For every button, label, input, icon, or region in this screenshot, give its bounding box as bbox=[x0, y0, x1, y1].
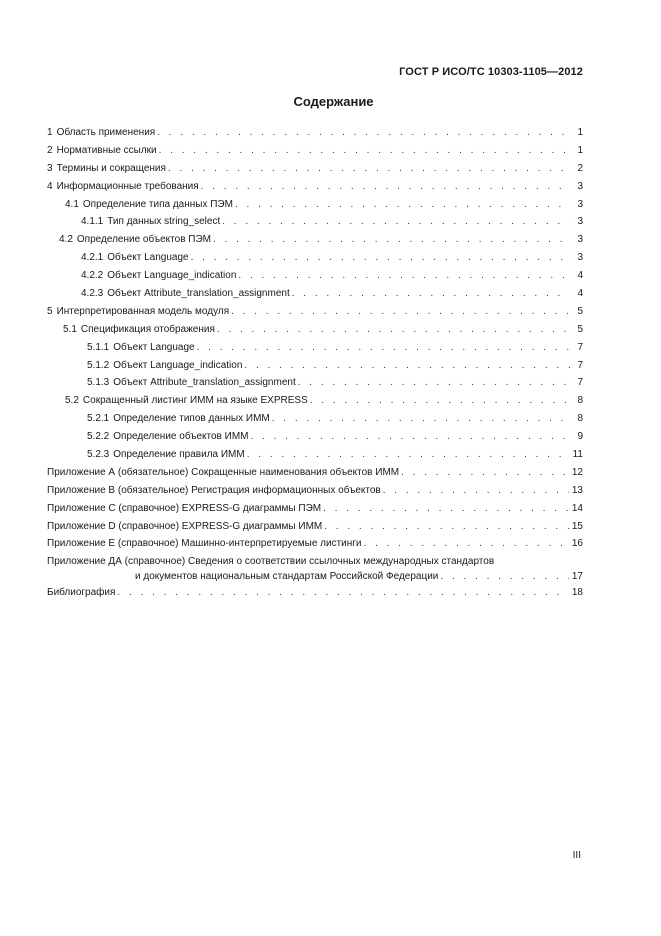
toc-entry-page: 7 bbox=[577, 377, 583, 389]
toc-leader-dots bbox=[191, 249, 570, 267]
toc-entry-page: 18 bbox=[571, 587, 583, 599]
toc-entry-text: Приложение В (обязательное) Регистрация информационных объектов bbox=[47, 484, 381, 496]
toc-leader-dots bbox=[197, 339, 570, 357]
toc-entry-text: Приложение А (обязательное) Сокращенные наименования объектов ИММ bbox=[47, 466, 400, 478]
toc-leader-dots bbox=[401, 464, 569, 482]
toc-entry-page: 1 bbox=[577, 127, 583, 138]
toc-leader-dots bbox=[298, 374, 570, 392]
toc-entry-number: 4.2.3 bbox=[81, 288, 104, 300]
toc-entry-page: 17 bbox=[571, 571, 583, 583]
toc-leader-dots bbox=[117, 584, 568, 602]
toc-leader-dots bbox=[383, 482, 569, 500]
toc-entry[interactable] bbox=[47, 482, 583, 500]
toc-entry-number: 5.1.1 bbox=[87, 341, 110, 353]
toc-entry-number: 3 bbox=[47, 162, 53, 174]
toc-entry-page: 4 bbox=[577, 270, 583, 282]
toc-entry[interactable] bbox=[47, 213, 583, 231]
toc-entry-page: 11 bbox=[572, 449, 583, 461]
toc-entry-text: Объект Attribute_translation_assignment bbox=[107, 288, 290, 300]
toc-leader-dots bbox=[213, 231, 570, 249]
toc-leader-dots bbox=[168, 160, 570, 178]
toc-entry-page: 7 bbox=[577, 359, 583, 371]
toc-leader-dots bbox=[238, 267, 570, 285]
toc-entry[interactable] bbox=[47, 303, 583, 321]
toc-entry[interactable] bbox=[47, 446, 583, 464]
toc-entry-page: 12 bbox=[571, 466, 583, 478]
toc-entry-page: 14 bbox=[571, 502, 583, 514]
toc-entry-text: Информационные требования bbox=[56, 180, 199, 192]
toc-leader-dots bbox=[323, 500, 569, 518]
toc-entry-text: Объект Language_indication bbox=[113, 359, 243, 371]
toc-entry[interactable] bbox=[47, 428, 583, 446]
toc-entry[interactable] bbox=[47, 518, 583, 536]
toc-entry[interactable] bbox=[47, 160, 583, 178]
page-number: III bbox=[572, 850, 581, 861]
table-of-contents bbox=[47, 124, 583, 602]
toc-entry-text: Определение типов данных ИММ bbox=[113, 413, 270, 425]
toc-entry[interactable] bbox=[47, 500, 583, 518]
toc-entry-page: 4 bbox=[577, 288, 583, 300]
toc-list bbox=[47, 124, 583, 553]
toc-entry-page: 3 bbox=[577, 234, 583, 246]
toc-entry-text: Определение типа данных ПЭМ bbox=[82, 198, 233, 210]
toc-leader-dots bbox=[247, 446, 570, 464]
toc-entry[interactable] bbox=[47, 285, 583, 303]
toc-entry-text: Приложение ДА (справочное) Сведения о соответствии ссылочных международных стандартов bbox=[47, 556, 495, 568]
toc-leader-dots bbox=[217, 321, 570, 339]
toc-leader-dots bbox=[231, 303, 570, 321]
toc-entry-text: Объект Language bbox=[113, 341, 195, 353]
toc-entry-number: 4.1.1 bbox=[81, 216, 104, 228]
toc-entry[interactable] bbox=[47, 339, 583, 357]
toc-entry[interactable] bbox=[47, 321, 583, 339]
toc-entry-annex-da-continuation[interactable] bbox=[47, 570, 583, 584]
toc-entry-text: Определение правила ИММ bbox=[113, 449, 245, 461]
toc-entry-page: 8 bbox=[577, 395, 583, 407]
toc-entry-text: Тип данных string_select bbox=[107, 216, 221, 228]
toc-entry[interactable] bbox=[47, 267, 583, 285]
toc-leader-dots bbox=[235, 196, 570, 214]
toc-leader-dots bbox=[324, 518, 569, 536]
toc-entry[interactable] bbox=[47, 178, 583, 196]
toc-entry-text: Определение объектов ИММ bbox=[113, 431, 249, 443]
toc-entry[interactable] bbox=[47, 196, 583, 214]
toc-entry-number: 2 bbox=[47, 144, 53, 156]
toc-entry-number: 1 bbox=[47, 127, 53, 138]
toc-entry-page: 15 bbox=[571, 520, 583, 532]
toc-entry-page: 7 bbox=[577, 341, 583, 353]
toc-entry-page: 3 bbox=[577, 216, 583, 228]
toc-entry[interactable] bbox=[47, 392, 583, 410]
toc-entry-text: Библиография bbox=[47, 587, 116, 599]
toc-entry-number: 4.2.2 bbox=[81, 270, 104, 282]
toc-entry-text: Интерпретированная модель модуля bbox=[56, 305, 230, 317]
toc-entry-number: 5.1 bbox=[63, 323, 77, 335]
toc-entry-number: 4.2.1 bbox=[81, 252, 104, 264]
toc-entry-text: Спецификация отображения bbox=[80, 323, 215, 335]
toc-entry-number: 5.2.1 bbox=[87, 413, 110, 425]
toc-entry-page: 3 bbox=[577, 180, 583, 192]
toc-entry[interactable] bbox=[47, 124, 583, 142]
toc-entry[interactable] bbox=[47, 374, 583, 392]
toc-entry-page: 3 bbox=[577, 252, 583, 264]
toc-leader-dots bbox=[364, 535, 569, 553]
toc-entry-number: 5.2.3 bbox=[87, 449, 110, 461]
toc-entry-number: 5.1.3 bbox=[87, 377, 110, 389]
toc-entry-number: 5 bbox=[47, 305, 53, 317]
toc-entry-page: 2 bbox=[577, 162, 583, 174]
toc-entry-text: Приложение Е (справочное) Машинно-интерпретируемые листинги bbox=[47, 538, 362, 550]
toc-entry[interactable] bbox=[47, 249, 583, 267]
toc-entry-number: 4.1 bbox=[65, 198, 79, 210]
toc-entry-text: Область применения bbox=[56, 127, 156, 138]
toc-entry-number: 4.2 bbox=[59, 234, 73, 246]
toc-entry-annex-da[interactable] bbox=[47, 553, 583, 570]
toc-entry-page: 5 bbox=[577, 305, 583, 317]
toc-leader-dots bbox=[201, 178, 570, 196]
toc-leader-dots bbox=[244, 357, 570, 375]
toc-entry-page: 9 bbox=[577, 431, 583, 443]
toc-entry[interactable] bbox=[47, 231, 583, 249]
toc-entry-text: Приложение С (справочное) EXPRESS-G диаграммы ПЭМ bbox=[47, 502, 322, 514]
toc-entry-page: 5 bbox=[577, 323, 583, 335]
toc-entry-text: Приложение D (справочное) EXPRESS-G диаграммы ИММ bbox=[47, 520, 323, 532]
toc-leader-dots bbox=[157, 124, 570, 142]
toc-tail-list bbox=[47, 584, 583, 602]
toc-entry-text: Объект Attribute_translation_assignment bbox=[113, 377, 296, 389]
toc-leader-dots bbox=[222, 213, 570, 231]
toc-entry-number: 5.2 bbox=[65, 395, 79, 407]
toc-entry-number: 4 bbox=[47, 180, 53, 192]
toc-entry-text: Определение объектов ПЭМ bbox=[76, 234, 211, 246]
toc-entry[interactable] bbox=[47, 410, 583, 428]
toc-entry-text: Термины и сокращения bbox=[56, 162, 166, 174]
toc-leader-dots bbox=[292, 285, 570, 303]
page-title: Содержание bbox=[293, 94, 374, 109]
toc-entry-page: 13 bbox=[571, 484, 583, 496]
toc-leader-dots bbox=[159, 142, 570, 160]
toc-entry[interactable] bbox=[47, 584, 583, 602]
toc-entry-number: 5.1.2 bbox=[87, 359, 110, 371]
toc-leader-dots bbox=[272, 410, 570, 428]
toc-entry-page: 1 bbox=[577, 144, 583, 156]
toc-entry-text: Объект Language bbox=[107, 252, 189, 264]
toc-entry[interactable] bbox=[47, 142, 583, 160]
toc-leader-dots bbox=[440, 570, 568, 584]
document-designation: ГОСТ Р ИСО/ТС 10303-1105—2012 bbox=[399, 66, 583, 78]
toc-entry[interactable] bbox=[47, 535, 583, 553]
toc-leader-dots bbox=[250, 428, 570, 446]
toc-entry-page: 3 bbox=[577, 198, 583, 210]
toc-entry-page: 16 bbox=[571, 538, 583, 550]
toc-entry-text: Сокращенный листинг ИММ на языке EXPRESS bbox=[82, 395, 308, 407]
toc-entry-number: 5.2.2 bbox=[87, 431, 110, 443]
toc-leader-dots bbox=[310, 392, 570, 410]
toc-entry-page: 8 bbox=[577, 413, 583, 425]
toc-entry-text: Объект Language_indication bbox=[107, 270, 237, 282]
toc-entry[interactable] bbox=[47, 464, 583, 482]
toc-entry-text: и документов национальным стандартам Российской Федерации bbox=[135, 571, 439, 583]
toc-entry-text: Нормативные ссылки bbox=[56, 144, 157, 156]
toc-entry[interactable] bbox=[47, 357, 583, 375]
